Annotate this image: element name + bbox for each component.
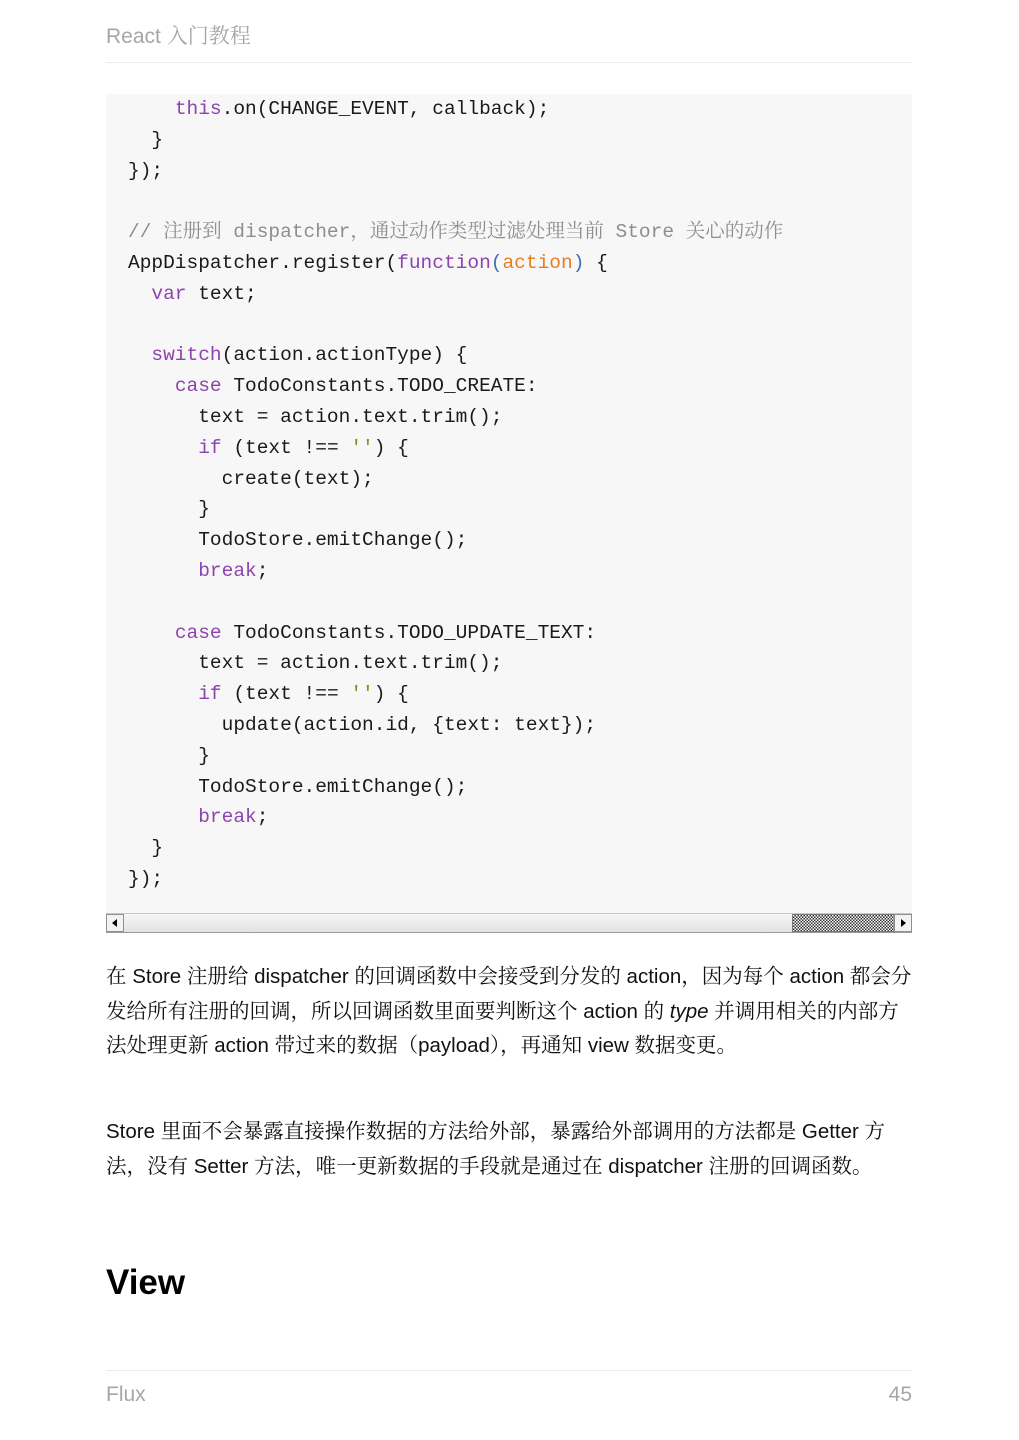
code-line xyxy=(128,156,783,187)
code-token xyxy=(128,683,198,705)
code-line xyxy=(128,556,783,587)
page-footer xyxy=(106,1370,912,1421)
code-token: TodoStore.emitChange(); xyxy=(128,529,468,552)
book-title: React 入门教程 xyxy=(106,25,251,48)
code-token: ; xyxy=(256,806,269,829)
code-line xyxy=(128,279,783,310)
code-line xyxy=(128,340,783,371)
code-token: '' xyxy=(350,436,374,459)
code-line xyxy=(128,587,783,618)
code-token: ) xyxy=(572,251,585,274)
code-line xyxy=(128,525,783,556)
code-line xyxy=(128,833,783,864)
page-header xyxy=(106,22,912,63)
code-token: (text !== xyxy=(221,683,351,706)
paragraph-1-before: 在 Store 注册给 dispatcher 的回调函数中会接受到分发的 action，因为每个 action 都会分发给所有注册的回调，所以回调函数里面要判断这个 action 的 xyxy=(106,965,912,1023)
code-token: // 注册到 dispatcher，通过动作类型过滤处理当前 Store 关心的动作 xyxy=(128,221,784,244)
code-line xyxy=(128,248,783,279)
code-token: } xyxy=(128,837,164,860)
code-token: } xyxy=(128,744,210,767)
code-line xyxy=(128,618,783,649)
code-token: text = action.text.trim(); xyxy=(128,652,503,675)
paragraph-store-getters: Store 里面不会暴露直接操作数据的方法给外部，暴露给外部调用的方法都是 Getter 方法，没有 Setter 方法，唯一更新数据的手段就是通过在 dispatcher 注册的回调函数。 xyxy=(106,1120,886,1178)
code-token: update(action.id, {text: text}); xyxy=(128,713,597,736)
code-token xyxy=(128,283,151,305)
code-line xyxy=(128,864,783,895)
code-token: }); xyxy=(128,159,164,182)
code-line xyxy=(128,433,783,464)
code-token xyxy=(128,98,175,120)
code-token: ) { xyxy=(373,436,409,459)
code-token: text = action.text.trim(); xyxy=(128,405,503,428)
code-token: break xyxy=(198,559,257,582)
code-token: case xyxy=(174,621,222,644)
code-token: TodoConstants.TODO_CREATE: xyxy=(221,375,538,398)
code-token: this xyxy=(174,98,222,120)
code-token: ; xyxy=(256,559,269,582)
code-line xyxy=(128,710,783,741)
code-line xyxy=(128,125,783,156)
code-token: TodoConstants.TODO_UPDATE_TEXT: xyxy=(221,621,597,644)
code-token: } xyxy=(128,498,210,521)
code-token: .on(CHANGE_EVENT, callback); xyxy=(221,98,550,120)
code-line xyxy=(128,217,783,248)
code-token: } xyxy=(128,128,164,151)
code-token xyxy=(128,622,175,644)
code-token xyxy=(128,375,175,397)
scroll-track[interactable] xyxy=(124,914,894,932)
code-token xyxy=(128,560,198,582)
scroll-left-button[interactable] xyxy=(106,914,124,932)
paragraph-dispatcher-callback xyxy=(106,960,912,1064)
code-token: TodoStore.emitChange(); xyxy=(128,775,468,798)
code-token: var xyxy=(151,282,187,305)
code-line xyxy=(128,186,783,217)
code-block xyxy=(106,94,912,914)
code-token: }); xyxy=(128,867,164,890)
section-title-view: View xyxy=(106,1263,186,1302)
code-line xyxy=(128,402,783,433)
type-emphasis: type xyxy=(669,999,709,1023)
code-line xyxy=(128,772,783,803)
code-token: { xyxy=(584,251,608,274)
code-line xyxy=(128,310,783,341)
code-token xyxy=(128,344,151,366)
code-token xyxy=(128,806,198,828)
code-line xyxy=(128,741,783,772)
scroll-right-button[interactable] xyxy=(894,914,912,932)
code-lines xyxy=(128,94,783,895)
code-token: case xyxy=(174,375,222,398)
code-token: create(text); xyxy=(128,467,374,490)
code-token: (action.actionType) { xyxy=(221,344,468,367)
code-token: if xyxy=(198,683,222,706)
chapter-name: Flux xyxy=(106,1383,146,1406)
code-token: ( xyxy=(490,251,503,274)
code-line xyxy=(128,802,783,833)
code-token xyxy=(128,437,198,459)
code-line xyxy=(128,679,783,710)
code-token: if xyxy=(198,436,222,459)
code-line xyxy=(128,94,783,125)
code-token: '' xyxy=(350,683,374,706)
code-token: action xyxy=(502,251,573,274)
scroll-thumb[interactable] xyxy=(792,914,910,932)
code-line xyxy=(128,371,783,402)
code-line xyxy=(128,464,783,495)
paragraph-1-after: 并调用相关的内部方法处理更新 action 带过来的数据（payload），再通知 view 数据变更。 xyxy=(106,999,899,1057)
code-token: text; xyxy=(186,282,257,305)
code-token: switch xyxy=(151,344,222,367)
horizontal-scrollbar[interactable] xyxy=(106,913,912,933)
code-token: function xyxy=(397,251,491,274)
code-token: (text !== xyxy=(221,436,351,459)
code-line xyxy=(128,494,783,525)
page-number: 45 xyxy=(888,1383,912,1406)
arrow-right-icon xyxy=(901,919,906,927)
code-token: AppDispatcher.register( xyxy=(128,251,398,274)
code-line xyxy=(128,648,783,679)
code-token: break xyxy=(198,806,257,829)
arrow-left-icon xyxy=(112,919,117,927)
code-token: ) { xyxy=(373,683,409,706)
